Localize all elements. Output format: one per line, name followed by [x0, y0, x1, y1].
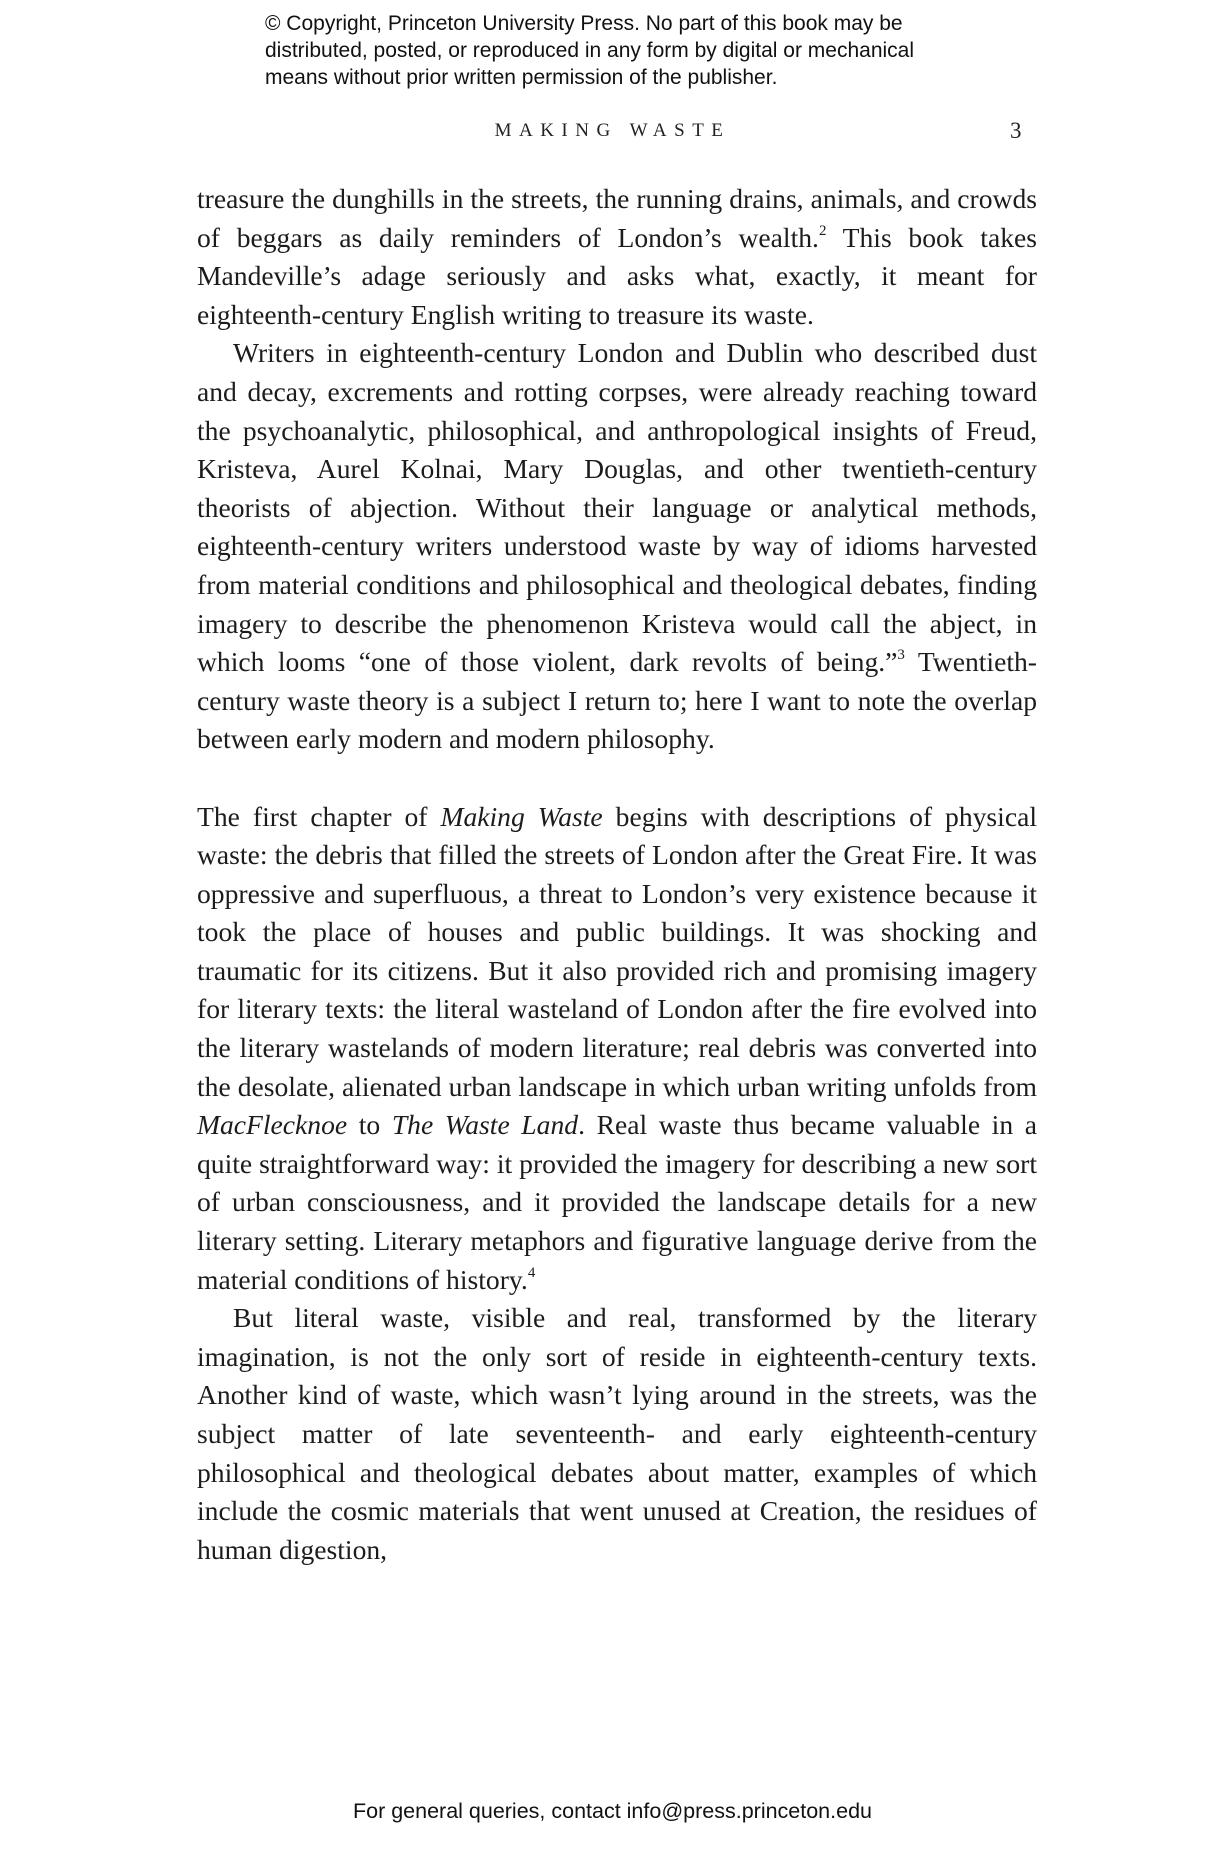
paragraph-3-text-c: to	[347, 1109, 392, 1141]
copyright-notice	[265, 10, 1025, 91]
paragraph-4-text-a: But literal waste, visible and real, transformed by the literary imagination, is not the only sort of reside in eighteenth-century texts. Another kind of waste, which wasn’t lying around in the streets, was the subject matter of late seventeenth- and early eighteenth-century philosophical and theological debates about matter, examples of which include the cosmic materials that went unused at Creation, the residues of human digestion,	[197, 1302, 1037, 1565]
footnote-ref-2[interactable]: 2	[818, 222, 827, 239]
footer-contact: For general queries, contact info@press.princeton.edu	[352, 1799, 872, 1823]
paragraph-1	[197, 180, 1037, 334]
paragraph-1-text-a: treasure the dunghills in the streets, the running drains, animals, and crowds of beggars as daily reminders of London’s wealth.	[197, 183, 1037, 253]
paragraph-3-text-d: . Real waste thus became valuable in a quite straightforward way: it provided the imagery for describing a new sort of urban consciousness, and it provided the landscape details for a new literary setting. Literary metaphors and figurative language derive from the material conditions of history.	[197, 1109, 1037, 1295]
paragraph-3-text-b: begins with descriptions of physical waste: the debris that filled the streets of London after the Great Fire. It was oppressive and superfluous, a threat to London’s very existence because it took the place of houses and public buildings. It was shocking and traumatic for its citizens. But it also provided rich and promising imagery for literary texts: the literal wasteland of London after the fire evolved into the literary wastelands of modern literature; real debris was converted into the desolate, alienated urban landscape in which urban writing unfolds from	[197, 800, 1037, 1102]
paragraph-1-text-b: This book takes Mandeville’s adage seriously and asks what, exactly, it meant for eighteenth-century English writing to treasure its waste.	[197, 221, 1038, 330]
paragraph-2	[197, 334, 1037, 759]
running-head	[0, 116, 1225, 150]
book-title-waste-land: The Waste Land	[391, 1109, 579, 1141]
page-number: 3	[1010, 118, 1022, 143]
copyright-line-2: distributed, posted, or reproduced in any form by digital or mechanical	[265, 39, 915, 62]
running-title: MAKING WASTE	[494, 120, 731, 141]
body-text	[197, 180, 1037, 1569]
copyright-line-1: © Copyright, Princeton University Press. No part of this book may be	[265, 12, 903, 35]
book-title-making-waste: Making Waste	[440, 800, 603, 832]
book-title-macflecknoe: MacFlecknoe	[197, 1109, 348, 1141]
paragraph-3-text-a: The first chapter of	[197, 800, 441, 832]
paragraph-2-text-a: Writers in eighteenth-century London and Dublin who described dust and decay, excrements and rotting corpses, were already reaching toward the psychoanalytic, philosophical, and anthropological insights of Freud, Kristeva, Aurel Kolnai, Mary Douglas, and other twentieth-century theorists of abjection. Without their language or analytical methods, eighteenth-century writers understood waste by way of idioms harvested from material conditions and philosophical and theological debates, finding imagery to describe the phenomenon Kristeva would call the abject, in which looms “one of those violent, dark revolts of being.”	[197, 337, 1037, 678]
paragraph-3	[197, 798, 1037, 1300]
footnote-ref-3[interactable]: 3	[897, 647, 905, 664]
paragraph-2-text-b: Twentieth-century waste theory is a subject I return to; here I want to note the overlap between early modern and modern philosophy.	[197, 646, 1037, 755]
copyright-line-3: means without prior written permission of the publisher.	[265, 66, 778, 89]
paragraph-4	[197, 1299, 1037, 1569]
footnote-ref-4[interactable]: 4	[527, 1264, 536, 1281]
